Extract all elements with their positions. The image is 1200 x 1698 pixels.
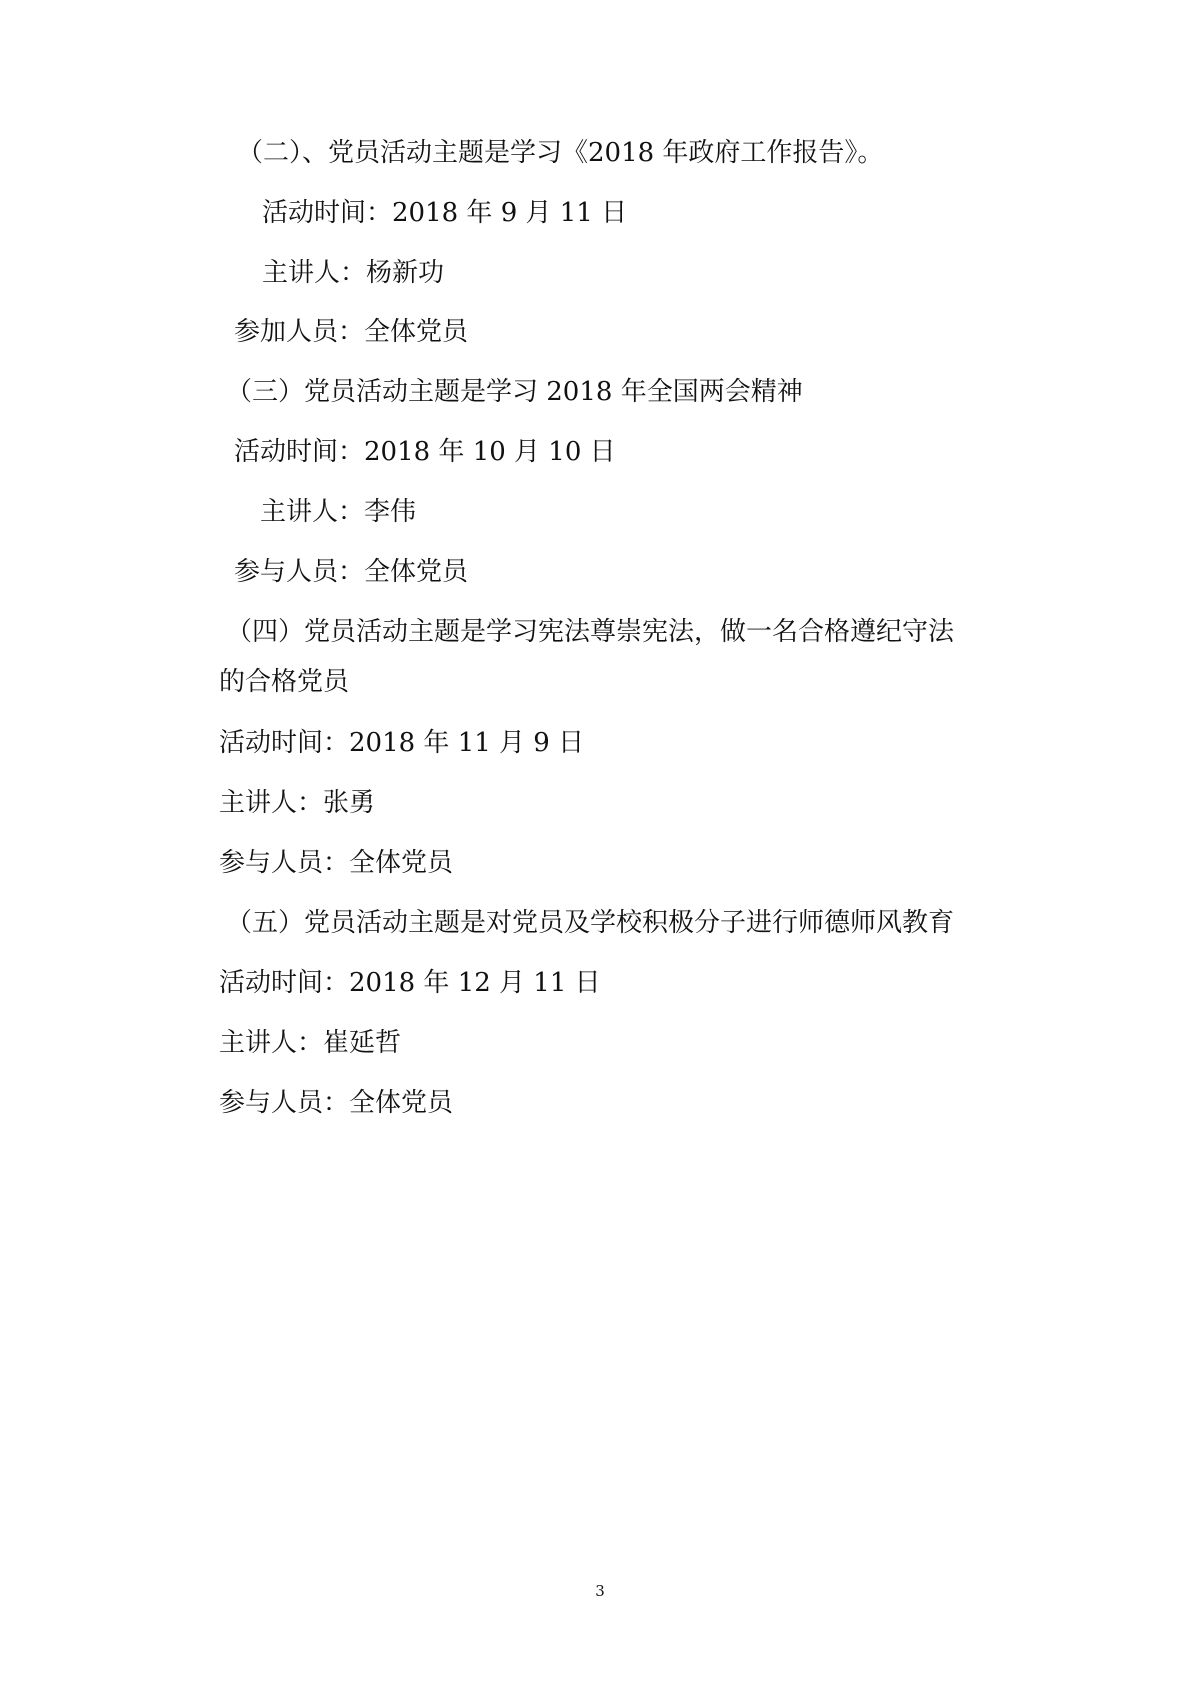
- page-number: 3: [595, 1582, 605, 1600]
- section-4-heading-line2: 的合格党员: [219, 667, 350, 697]
- section-5-participants: 参与人员：全体党员: [219, 1088, 454, 1118]
- section-5-heading: （五）党员活动主题是对党员及学校积极分子进行师德师风教育: [226, 908, 955, 938]
- section-2-participants: 参加人员：全体党员: [234, 317, 469, 347]
- section-5-speaker: 主讲人：崔延哲: [219, 1028, 402, 1058]
- section-3-participants: 参与人员：全体党员: [234, 557, 469, 587]
- section-2-heading: （二）、党员活动主题是学习《2018 年政府工作报告》。: [237, 138, 884, 168]
- section-4-heading-line1: （四）党员活动主题是学习宪法尊崇宪法，做一名合格遵纪守法: [226, 617, 955, 647]
- section-3-time: 活动时间：2018 年 10 月 10 日: [234, 437, 616, 467]
- section-4-speaker: 主讲人：张勇: [219, 788, 376, 818]
- section-4-time: 活动时间：2018 年 11 月 9 日: [219, 728, 585, 758]
- section-3-heading: （三）党员活动主题是学习 2018 年全国两会精神: [226, 377, 803, 407]
- section-4-participants: 参与人员：全体党员: [219, 848, 454, 878]
- section-5-time: 活动时间：2018 年 12 月 11 日: [219, 968, 601, 998]
- section-2-speaker: 主讲人：杨新功: [262, 258, 445, 288]
- section-3-speaker: 主讲人：李伟: [260, 497, 417, 527]
- section-2-time: 活动时间：2018 年 9 月 11 日: [262, 198, 628, 228]
